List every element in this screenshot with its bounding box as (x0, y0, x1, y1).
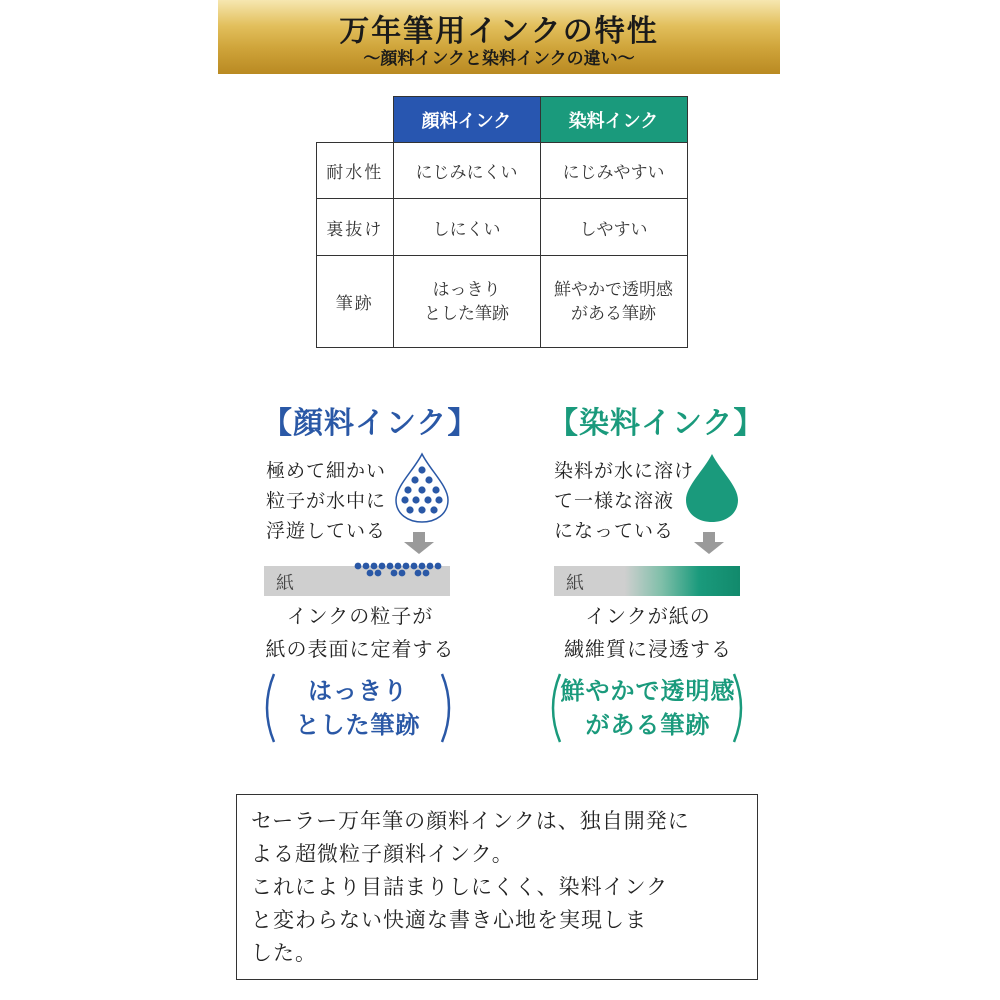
cell-line: がある筆跡 (571, 303, 656, 324)
note-line: と変わらない快適な書き心地を実現しま (251, 908, 647, 932)
cell-line: 鮮やかで透明感 (554, 279, 673, 300)
column-header-pigment: 顔料インク (393, 97, 540, 143)
caption-line: インクが紙の (585, 604, 711, 628)
table-cell: しやすい (540, 199, 687, 256)
table-cell (393, 256, 540, 348)
note-line: セーラー万年筆の顔料インクは、独自開発に (251, 809, 690, 833)
dye-paper (554, 566, 740, 596)
dye-description (554, 456, 694, 546)
caption-line: インクの粒子が (286, 604, 434, 628)
desc-line: 粒子が水中に (266, 490, 387, 512)
pigment-arrow-down-icon (402, 532, 436, 554)
pigment-particles-icon (352, 558, 442, 582)
table-cell (540, 256, 687, 348)
cell-line: とした筆跡 (424, 303, 509, 324)
dye-drop-icon (684, 452, 740, 524)
row-label: 裏抜け (317, 199, 394, 256)
desc-line: て一様な溶液 (554, 490, 675, 512)
desc-line: 極めて細かい (266, 460, 387, 482)
caption-line: 紙の表面に定着する (265, 637, 455, 661)
result-line: がある筆跡 (585, 711, 711, 739)
note-box (236, 794, 758, 980)
result-line: とした筆跡 (295, 711, 421, 739)
dye-arrow-down-icon (692, 532, 726, 554)
desc-line: 染料が水に溶け (554, 460, 695, 482)
paper-label: 紙 (276, 573, 294, 594)
result-line: 鮮やかで透明感 (560, 677, 736, 705)
pigment-right-parenthesis (438, 672, 458, 744)
desc-line: 浮遊している (266, 520, 387, 542)
dye-section-title: 【染料インク】 (548, 406, 765, 441)
cell-line: はっきり (432, 279, 501, 300)
desc-line: になっている (554, 520, 675, 542)
page-subtitle: ～顔料インクと染料インクの違い～ (363, 49, 635, 69)
pigment-description (266, 456, 386, 546)
caption-line: 繊維質に浸透する (564, 637, 732, 661)
table-corner (317, 97, 394, 143)
table-cell: にじみやすい (540, 143, 687, 199)
table-cell: にじみにくい (393, 143, 540, 199)
pigment-result (276, 674, 440, 742)
page-title: 万年筆用インクの特性 (339, 14, 659, 49)
note-line: した。 (251, 941, 317, 965)
dye-caption (548, 600, 748, 666)
row-label: 筆跡 (317, 256, 394, 348)
table-row (317, 143, 688, 199)
pigment-caption (250, 600, 470, 666)
pigment-left-parenthesis (258, 672, 278, 744)
table-row (317, 199, 688, 256)
pigment-section-title: 【顔料インク】 (262, 406, 479, 441)
table-cell: しにくい (393, 199, 540, 256)
row-label: 耐水性 (317, 143, 394, 199)
note-line: よる超微粒子顔料インク。 (251, 842, 514, 866)
dye-result (558, 674, 738, 742)
result-line: はっきり (308, 677, 408, 705)
note-line: これにより目詰まりしにくく、染料インク (251, 875, 669, 899)
table-row (317, 256, 688, 348)
header-banner (218, 0, 780, 74)
paper-label: 紙 (566, 573, 584, 594)
column-header-dye: 染料インク (540, 97, 687, 143)
comparison-table (316, 96, 688, 348)
pigment-drop-icon (394, 452, 450, 524)
